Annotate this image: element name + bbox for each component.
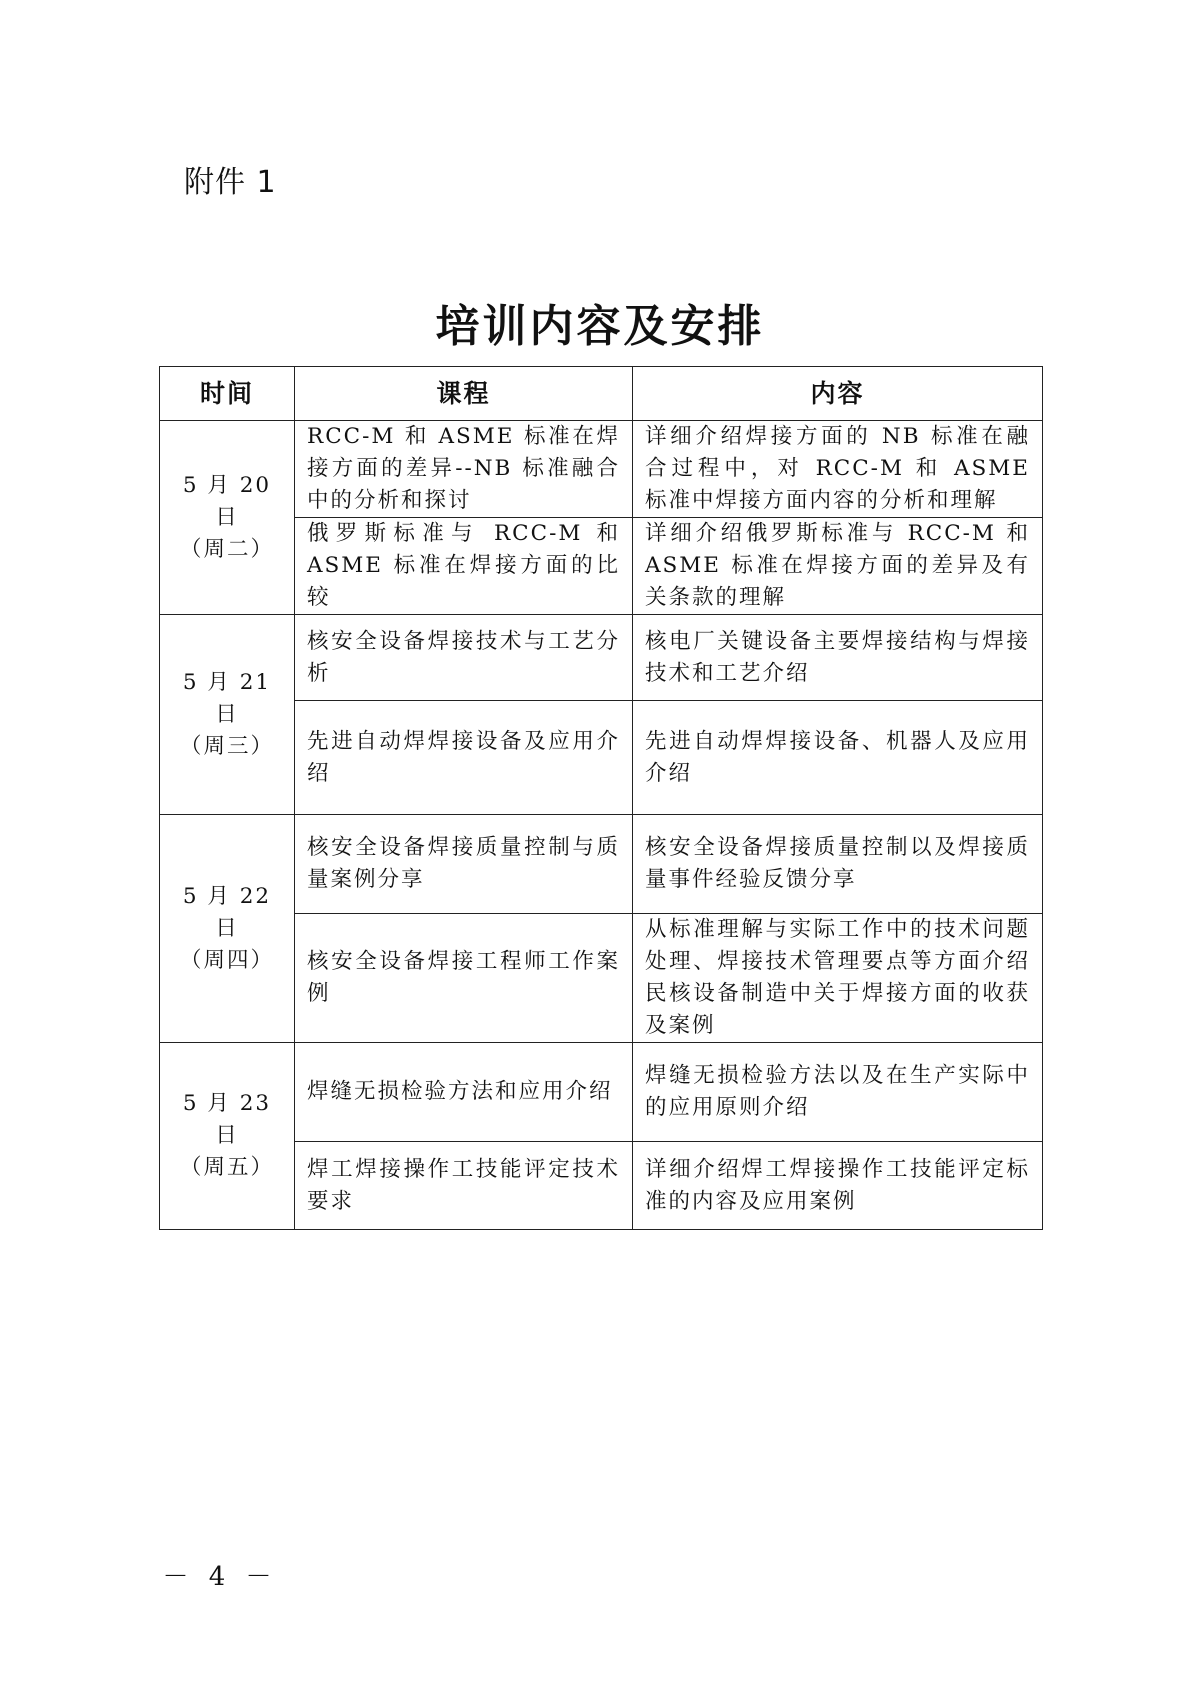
schedule-table (159, 366, 1043, 1230)
content-cell: 详细介绍焊接方面的 NB 标准在融合过程中，对 RCC-M 和 ASME 标准中焊接方面内容的分析和理解 (633, 421, 1043, 518)
content-cell: 先进自动焊焊接设备、机器人及应用介绍 (633, 701, 1043, 815)
content-cell: 详细介绍焊工焊接操作工技能评定标准的内容及应用案例 (633, 1142, 1043, 1230)
date-text: 5 月 22 日 (182, 883, 272, 941)
content-cell: 核安全设备焊接质量控制以及焊接质量事件经验反馈分享 (633, 815, 1043, 914)
table-header-row (160, 367, 1043, 421)
course-cell: 焊工焊接操作工技能评定技术要求 (295, 1142, 633, 1230)
date-cell (160, 421, 295, 615)
course-cell: 俄罗斯标准与 RCC-M 和 ASME 标准在焊接方面的比较 (295, 518, 633, 615)
header-course: 课程 (295, 367, 633, 421)
page-number: － 4 － (162, 1562, 278, 1592)
course-cell: 核安全设备焊接技术与工艺分析 (295, 615, 633, 701)
date-cell (160, 815, 295, 1043)
date-text: 5 月 23 日 (182, 1091, 272, 1148)
content-cell: 详细介绍俄罗斯标准与 RCC-M 和 ASME 标准在焊接方面的差异及有关条款的理解 (633, 518, 1043, 615)
weekday-text: （周四） (179, 947, 274, 973)
date-text: 5 月 20 日 (182, 472, 272, 530)
date-cell (160, 615, 295, 815)
weekday-text: （周三） (179, 733, 274, 759)
date-text: 5 月 21 日 (182, 669, 272, 727)
document-title: 培训内容及安排 (435, 301, 765, 352)
table-row (160, 1043, 1043, 1142)
course-cell: 核安全设备焊接质量控制与质量案例分享 (295, 815, 633, 914)
table-row (160, 421, 1043, 518)
date-cell (160, 1043, 295, 1230)
weekday-text: （周二） (179, 536, 274, 562)
weekday-text: （周五） (179, 1155, 274, 1180)
attachment-label: 附件 1 (184, 165, 277, 200)
course-cell: 核安全设备焊接工程师工作案例 (295, 914, 633, 1043)
content-cell: 焊缝无损检验方法以及在生产实际中的应用原则介绍 (633, 1043, 1043, 1142)
course-cell: 焊缝无损检验方法和应用介绍 (295, 1043, 633, 1142)
course-cell: RCC-M 和 ASME 标准在焊接方面的差异--NB 标准融合中的分析和探讨 (295, 421, 633, 518)
content-cell: 核电厂关键设备主要焊接结构与焊接技术和工艺介绍 (633, 615, 1043, 701)
table-row (160, 615, 1043, 701)
header-content: 内容 (633, 367, 1043, 421)
header-time: 时间 (160, 367, 295, 421)
course-cell: 先进自动焊焊接设备及应用介绍 (295, 701, 633, 815)
content-cell: 从标准理解与实际工作中的技术问题处理、焊接技术管理要点等方面介绍民核设备制造中关于焊接方面的收获及案例 (633, 914, 1043, 1043)
table-row (160, 815, 1043, 914)
